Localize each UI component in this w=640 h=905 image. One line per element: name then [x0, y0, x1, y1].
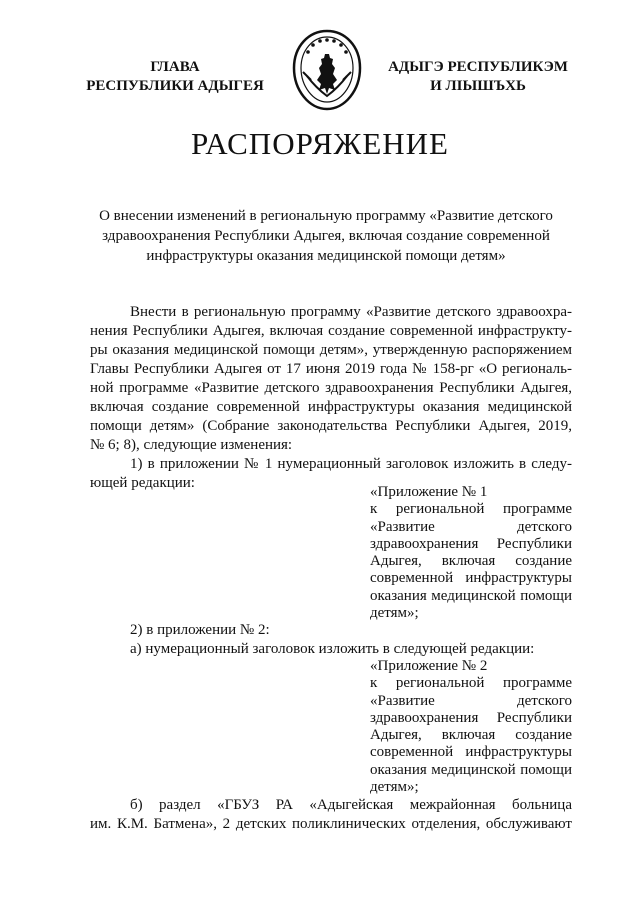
appendix-2-word: создание [515, 727, 573, 744]
appendix-1-word: создание [515, 553, 573, 570]
header-right-line1: АДЫГЭ РЕСПУБЛИКЭМ [388, 59, 568, 75]
subject-line: О внесении изменений в региональную программу «Развитие детского [99, 208, 553, 224]
appendix-2-closing: детям»; [370, 779, 419, 796]
appendix-2-word: программе [503, 675, 572, 692]
coat-of-arms-icon [289, 28, 365, 112]
appendix-2-word: здравоохранения [370, 709, 479, 726]
appendix-1-word: программе [503, 501, 572, 518]
intro-line: Внести в региональную программу «Развитие детского здравоохра- [130, 304, 572, 320]
appendix-2-title: «Приложение № 2 [370, 658, 488, 674]
intro-line: ры оказания медицинской помощи детям», утвержденную распоряжением [90, 342, 572, 358]
appendix-1-word: оказания [370, 587, 427, 604]
header-left-authority [80, 58, 270, 96]
appendix-1-word: включая [441, 553, 496, 570]
appendix-2-word: современной [370, 744, 454, 761]
document-subject [95, 206, 557, 266]
item-b-line: им. К.М. Батмена», 2 детских поликлинических отделения, обслуживают [90, 816, 572, 832]
intro-paragraph [90, 303, 572, 455]
intro-line: включая создание современной инфраструктуры оказания медицинской [90, 399, 572, 415]
appendix-2-word: «Развитие [370, 692, 435, 709]
header-right-authority [378, 58, 578, 96]
item-1-line: ющей редакции: [90, 475, 195, 491]
item-2-line: 2) в приложении № 2: [130, 622, 270, 638]
appendix-2-heading [370, 658, 572, 796]
appendix-1-word: медицинской [431, 587, 516, 604]
subject-line: инфраструктуры оказания медицинской помощи детям» [146, 248, 506, 264]
appendix-2-word: инфраструктуры [465, 744, 572, 761]
appendix-1-word: детского [517, 518, 572, 535]
appendix-2-word: Республики [496, 709, 572, 726]
intro-line: нения Республики Адыгея, включая создание современной инфраструкту- [90, 323, 572, 339]
header-right-line2: И ЛІЫШЪХЬ [430, 78, 526, 94]
item-1-line: 1) в приложении № 1 нумерационный заголовок изложить в следу- [130, 456, 572, 472]
item-b-line: б) раздел «ГБУЗ РА «Адыгейская межрайонная больница [130, 797, 572, 813]
appendix-2-word: помощи [520, 761, 573, 778]
appendix-2-word: к региональной [370, 675, 485, 692]
appendix-2-word: оказания [370, 761, 427, 778]
item-2-paragraph [90, 621, 572, 659]
appendix-1-word: помощи [520, 587, 573, 604]
appendix-1-word: современной [370, 570, 454, 587]
appendix-2-word: медицинской [431, 761, 516, 778]
appendix-1-title: «Приложение № 1 [370, 484, 488, 500]
subject-line: здравоохранения Республики Адыгея, включая создание современной [102, 228, 550, 244]
appendix-1-word: инфраструктуры [465, 570, 572, 587]
appendix-1-word: к региональной [370, 501, 485, 518]
appendix-1-word: Адыгея, [370, 553, 422, 570]
intro-line: помощи детям» (Собрание законодательства Республики Адыгея, 2019, [90, 418, 572, 434]
appendix-2-word: детского [517, 692, 572, 709]
appendix-1-closing: детям»; [370, 605, 419, 622]
appendix-2-word: Адыгея, [370, 727, 422, 744]
appendix-2-word: включая [441, 727, 496, 744]
item-b-paragraph [90, 796, 572, 834]
appendix-1-word: Республики [496, 535, 572, 552]
appendix-1-heading [370, 484, 572, 622]
document-title: РАСПОРЯЖЕНИЕ [191, 126, 449, 161]
intro-line: Главы Республики Адыгея от 17 июня 2019 года № 158-рг «О региональ- [90, 361, 572, 377]
intro-line: ной программе «Развитие детского здравоохранения Республики Адыгея, [90, 380, 572, 396]
header-left-line2: РЕСПУБЛИКИ АДЫГЕЯ [86, 78, 264, 94]
header-left-line1: ГЛАВА [150, 59, 200, 75]
item-2-line: а) нумерационный заголовок изложить в следующей редакции: [130, 641, 535, 657]
appendix-1-word: здравоохранения [370, 535, 479, 552]
intro-line: № 6; 8), следующие изменения: [90, 437, 293, 453]
appendix-1-word: «Развитие [370, 518, 435, 535]
